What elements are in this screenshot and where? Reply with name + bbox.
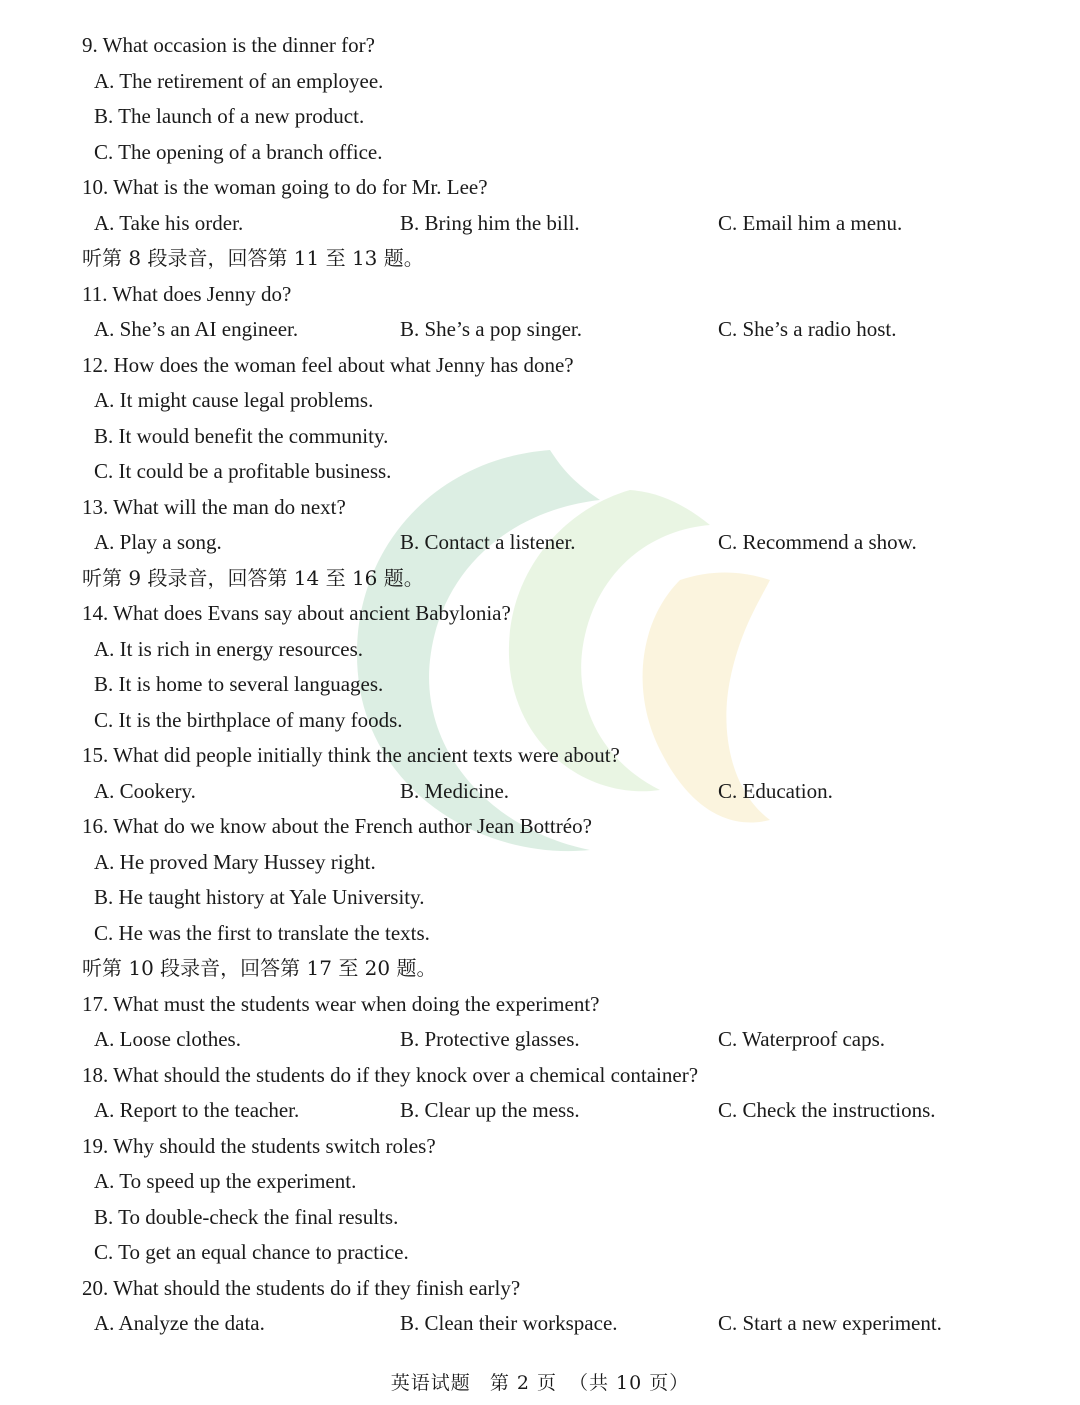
- option-10a: A. Take his order.: [94, 210, 244, 235]
- option-11a: A. She’s an AI engineer.: [94, 317, 299, 341]
- option-19c: C. To get an equal chance to practice.: [94, 1240, 409, 1264]
- option-11b: B. She’s a pop singer.: [400, 317, 582, 341]
- option-15b: B. Medicine.: [400, 778, 510, 803]
- option-18a: A. Report to the teacher.: [94, 1098, 300, 1122]
- section-heading-9: 听第 9 段录音，回答第 14 至 16 题。: [82, 565, 424, 590]
- question-15: 15. What did people initially think the ancient texts were about?: [82, 743, 620, 767]
- option-13a: A. Play a song.: [94, 530, 222, 554]
- options-11: [0, 312, 1080, 348]
- option-9b: B. The launch of a new product.: [94, 104, 365, 128]
- footer-total-pages: （共 10 页）: [568, 1372, 690, 1394]
- option-14c: C. It is the birthplace of many foods.: [94, 707, 403, 732]
- option-12c: C. It could be a profitable business.: [94, 459, 392, 483]
- option-18b: B. Clear up the mess.: [400, 1098, 580, 1122]
- question-9: 9. What occasion is the dinner for?: [82, 33, 375, 57]
- options-10: [0, 206, 1080, 242]
- option-17a: A. Loose clothes.: [94, 1027, 241, 1051]
- options-15: [0, 774, 1080, 810]
- question-20: 20. What should the students do if they finish early?: [82, 1275, 521, 1300]
- option-9a: A. The retirement of an employee.: [94, 68, 384, 93]
- question-10: 10. What is the woman going to do for Mr. Lee?: [82, 175, 488, 199]
- option-14a: A. It is rich in energy resources.: [94, 636, 364, 661]
- option-17b: B. Protective glasses.: [400, 1027, 580, 1051]
- option-10c: C. Email him a menu.: [718, 210, 903, 235]
- option-15a: A. Cookery.: [94, 778, 196, 803]
- option-20a: A. Analyze the data.: [94, 1311, 265, 1335]
- question-page: [0, 28, 1080, 1342]
- question-19: 19. Why should the students switch roles?: [82, 1133, 436, 1158]
- page-footer: [0, 1368, 1080, 1395]
- option-13b: B. Contact a listener.: [400, 530, 576, 554]
- section-heading-10: 听第 10 段录音，回答第 17 至 20 题。: [82, 956, 437, 980]
- options-20: [0, 1306, 1080, 1342]
- question-17: 17. What must the students wear when doing the experiment?: [82, 991, 600, 1016]
- question-12: 12. How does the woman feel about what Jenny has done?: [82, 352, 574, 377]
- question-11: 11. What does Jenny do?: [82, 281, 292, 306]
- question-16: 16. What do we know about the French author Jean Bottréo?: [82, 814, 592, 838]
- footer-page-number: 第 2 页: [489, 1372, 557, 1394]
- option-9c: C. The opening of a branch office.: [94, 139, 383, 164]
- section-heading-8: 听第 8 段录音，回答第 11 至 13 题。: [82, 246, 424, 270]
- question-13: 13. What will the man do next?: [82, 494, 346, 519]
- options-18: [0, 1093, 1080, 1129]
- option-16a: A. He proved Mary Hussey right.: [94, 849, 376, 874]
- option-14b: B. It is home to several languages.: [94, 672, 384, 696]
- option-16c: C. He was the first to translate the texts.: [94, 920, 430, 945]
- options-13: [0, 525, 1080, 561]
- option-19b: B. To double-check the final results.: [94, 1204, 399, 1229]
- question-18: 18. What should the students do if they knock over a chemical container?: [82, 1062, 699, 1087]
- option-18c: C. Check the instructions.: [718, 1098, 936, 1122]
- option-13c: C. Recommend a show.: [718, 530, 917, 554]
- option-10b: B. Bring him the bill.: [400, 210, 580, 235]
- footer-subject: 英语试题: [390, 1372, 471, 1394]
- option-11c: C. She’s a radio host.: [718, 317, 897, 341]
- option-12a: A. It might cause legal problems.: [94, 388, 374, 412]
- options-17: [0, 1022, 1080, 1058]
- option-15c: C. Education.: [718, 778, 833, 803]
- question-14: 14. What does Evans say about ancient Babylonia?: [82, 601, 511, 625]
- option-16b: B. He taught history at Yale University.: [94, 885, 425, 909]
- option-19a: A. To speed up the experiment.: [94, 1169, 357, 1193]
- option-17c: C. Waterproof caps.: [718, 1027, 886, 1051]
- option-20b: B. Clean their workspace.: [400, 1311, 618, 1335]
- option-12b: B. It would benefit the community.: [94, 423, 389, 448]
- option-20c: C. Start a new experiment.: [718, 1311, 942, 1335]
